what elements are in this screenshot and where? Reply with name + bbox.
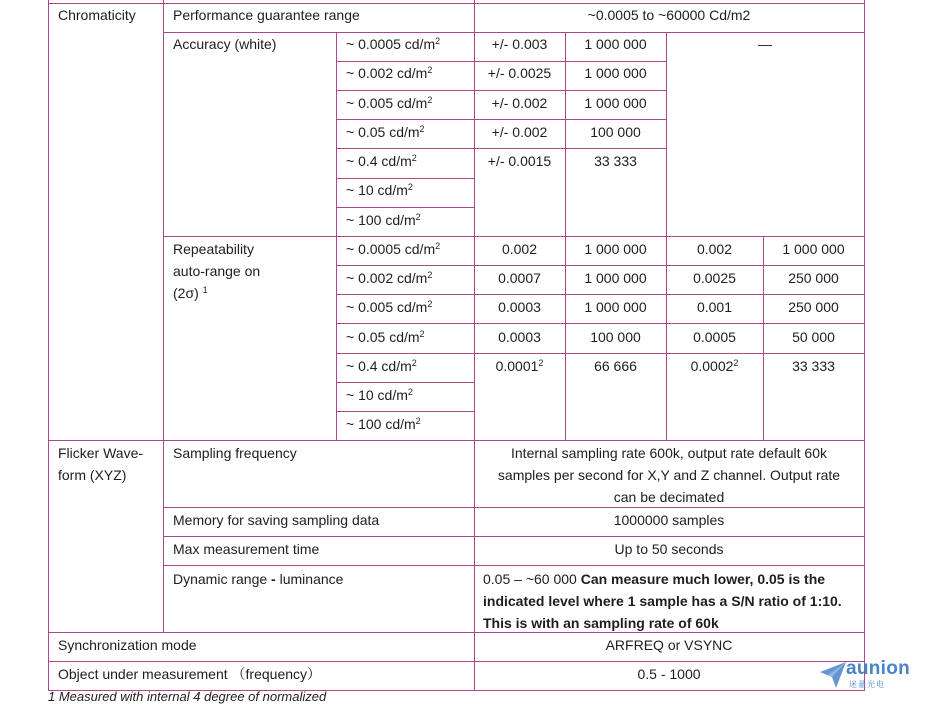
dynamic-line2: indicated level where 1 sample has a S/N ratio of 1:10.	[483, 593, 842, 609]
repeatability-level: ~ 0.4 $cd/m^2$	[346, 358, 417, 374]
accuracy-value: +/- 0.002	[491, 124, 548, 140]
repeatability-level: ~ 0.005 $cd/m^2$	[346, 299, 433, 315]
flicker-label-line1: Flicker Wave-	[58, 445, 144, 461]
paper-plane-icon	[818, 660, 848, 690]
repeatability-value-b: 0.001	[696, 299, 733, 315]
repeatability-count-b: 1 000 000	[782, 241, 845, 257]
repeatability-level: ~ 0.0005 $cd/m^2$	[346, 241, 441, 257]
repeatability-label-line1: Repeatability	[173, 241, 254, 257]
sampling-line1: Internal sampling rate 600k, output rate default 60k	[511, 445, 827, 461]
accuracy-level: ~ 0.0005 $cd/m^2$	[346, 36, 441, 52]
footnote-ref: 1	[202, 285, 208, 295]
memory-value: 1000000 samples	[613, 512, 725, 528]
accuracy-dash: —	[758, 36, 772, 52]
dynamic-line3: This is with an sampling rate of 60k	[483, 615, 719, 631]
repeatability-level: ~ 100 $cd/m^2$	[346, 416, 421, 432]
range-label: Performance guarantee range	[173, 7, 360, 23]
object-label: Object under measurement （frequency）	[58, 666, 322, 682]
repeatability-value-a: 0.0003	[498, 329, 541, 345]
repeatability-count-b: 50 000	[792, 329, 835, 345]
repeatability-value-b: 0.0002$^2$	[690, 358, 739, 374]
repeatability-count-a: 1 000 000	[584, 270, 647, 286]
dynamic-range-label: Dynamic range - luminance	[173, 571, 344, 587]
accuracy-value: +/- 0.003	[491, 36, 548, 52]
max-time-label: Max measurement time	[173, 541, 320, 557]
sampling-frequency-label: Sampling frequency	[173, 445, 297, 461]
dynamic-line1: 0.05 – ~60 000 Can measure much lower, 0.05 is the	[483, 571, 826, 587]
object-value: 0.5 - 1000	[637, 666, 701, 682]
memory-label: Memory for saving sampling data	[173, 512, 380, 528]
chromaticity-label: Chromaticity	[58, 7, 136, 23]
sync-value: ARFREQ or VSYNC	[605, 637, 733, 653]
repeatability-count-a: 1 000 000	[584, 299, 647, 315]
accuracy-level: ~ 100 $cd/m^2$	[346, 212, 421, 228]
repeatability-count-b: 250 000	[788, 270, 839, 286]
sampling-line3: can be decimated	[613, 489, 725, 505]
repeatability-count-b: 33 333	[792, 358, 835, 374]
accuracy-count: 1 000 000	[584, 95, 647, 111]
accuracy-count: 33 333	[594, 153, 637, 169]
accuracy-value: +/- 0.002	[491, 95, 548, 111]
accuracy-value: +/- 0.0025	[487, 65, 552, 81]
repeatability-label-line3: (2σ) $^1$	[173, 285, 208, 301]
sync-label: Synchronization mode	[58, 637, 197, 653]
accuracy-level: ~ 10 $cd/m^2$	[346, 182, 413, 198]
repeatability-value-a: 0.002	[501, 241, 538, 257]
accuracy-level: ~ 0.002 $cd/m^2$	[346, 65, 433, 81]
logo-name: aunion	[846, 658, 911, 679]
repeatability-label-line2: auto-range on	[173, 263, 261, 279]
accuracy-count: 100 000	[590, 124, 641, 140]
repeatability-count-a: 66 666	[594, 358, 637, 374]
max-time-value: Up to 50 seconds	[614, 541, 724, 557]
repeatability-count-b: 250 000	[788, 299, 839, 315]
repeatability-level: ~ 0.05 $cd/m^2$	[346, 329, 425, 345]
accuracy-value: +/- 0.0015	[487, 153, 552, 169]
accuracy-level: ~ 0.005 $cd/m^2$	[346, 95, 433, 111]
repeatability-level: ~ 0.002 $cd/m^2$	[346, 270, 433, 286]
repeatability-value-a: 0.0003	[498, 299, 541, 315]
accuracy-level: ~ 0.4 $cd/m^2$	[346, 153, 417, 169]
accuracy-count: 1 000 000	[584, 36, 647, 52]
repeatability-count-a: 1 000 000	[584, 241, 647, 257]
repeatability-value-a: 0.0001$^2$	[495, 358, 544, 374]
repeatability-level: ~ 10 $cd/m^2$	[346, 387, 413, 403]
flicker-label-line2: form (XYZ)	[58, 467, 127, 483]
repeatability-count-a: 100 000	[590, 329, 641, 345]
accuracy-label: Accuracy (white)	[173, 36, 277, 52]
aunion-logo	[816, 658, 926, 699]
range-value: ~0.0005 to ~60000 Cd/m2	[587, 7, 751, 23]
accuracy-level: ~ 0.05 $cd/m^2$	[346, 124, 425, 140]
repeatability-value-b: 0.0005	[693, 329, 736, 345]
footnote: 1 Measured with internal 4 degree of normalized	[48, 689, 327, 704]
repeatability-value-a: 0.0007	[498, 270, 541, 286]
repeatability-value-b: 0.002	[696, 241, 733, 257]
logo-sub: 迷量光电	[849, 680, 885, 689]
repeatability-value-b: 0.0025	[693, 270, 736, 286]
accuracy-count: 1 000 000	[584, 65, 647, 81]
sampling-line2: samples per second for X,Y and Z channel. Output rate	[497, 467, 841, 483]
